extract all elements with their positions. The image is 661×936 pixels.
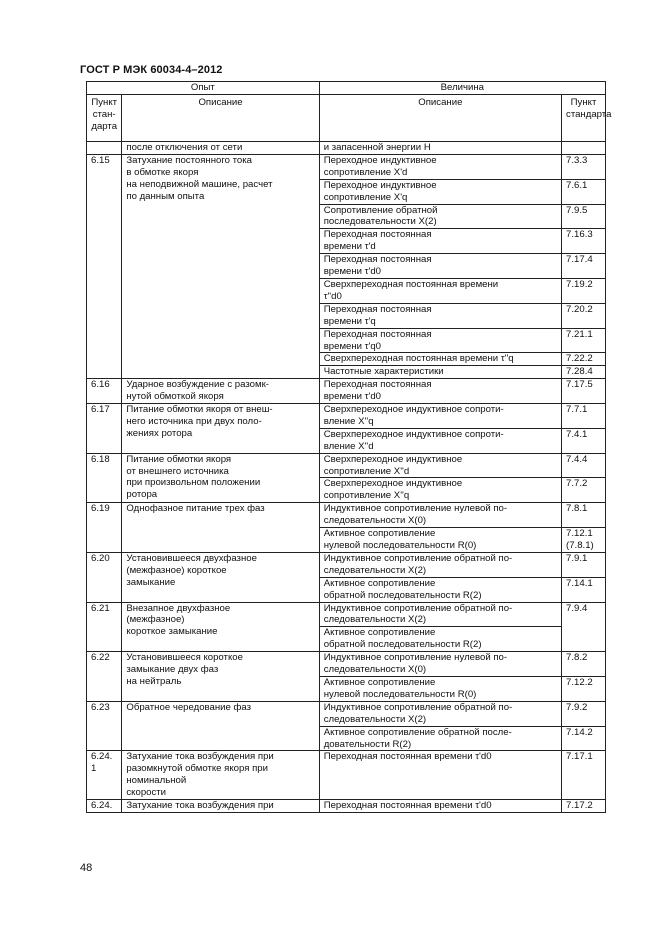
text-line: сопротивление X'q [323, 191, 408, 203]
quantity-description-cell [319, 353, 561, 366]
text-line: замыкание двух фаз [126, 664, 219, 676]
quantity-description-cell [319, 379, 561, 404]
quantity-description-cell [319, 303, 561, 328]
quantity-clause-cell [562, 602, 606, 652]
text-line: Затухание тока возбуждения при [126, 751, 274, 763]
experiment-description-cell [122, 602, 319, 652]
table-row [87, 652, 606, 677]
text-line: обратной последовательности R(2) [323, 589, 482, 601]
text-line: Внезапное двухфазное [126, 602, 231, 614]
text-line: последовательности X(2) [323, 216, 437, 228]
quantity-description-cell [319, 154, 561, 179]
text-line: 6.18 [91, 453, 110, 465]
text-line: Переходная постоянная времени τ'd0 [323, 800, 492, 812]
text-line: следовательности X(0) [323, 515, 427, 527]
text-line: Переходное индуктивное [323, 179, 437, 191]
text-line: сопротивление X'd [323, 166, 408, 178]
text-line: Ударное возбуждение с разомк- [126, 379, 269, 391]
table-row [87, 751, 606, 800]
clause-number-cell [87, 142, 122, 155]
quantity-clause-header: Пункт стандарта [562, 95, 606, 142]
text-line: ротора [126, 489, 158, 501]
text-line: короткое замыкание [126, 626, 218, 638]
text-line: 7.9.1 [566, 552, 588, 564]
text-line: него источника при двух поло- [126, 415, 262, 427]
text-line: Индуктивное сопротивление нулевой по- [323, 503, 508, 515]
quantity-description-cell [319, 552, 561, 577]
text-line: Сверхпереходное индуктивное [323, 453, 463, 465]
quantity-clause-cell [562, 254, 606, 279]
quantity-description-cell [319, 627, 561, 652]
quantity-description-cell [319, 602, 561, 627]
quantity-description-cell [319, 142, 561, 155]
text-line: 7.20.2 [566, 303, 593, 315]
text-line: 7.16.3 [566, 229, 593, 241]
table-row [87, 404, 606, 429]
text-line: 6.24. [91, 800, 113, 812]
quantity-description-cell [319, 676, 561, 701]
text-line: (7.8.1) [566, 540, 594, 551]
quantity-description-cell [319, 328, 561, 353]
text-line: Активное сопротивление обратной после- [323, 726, 512, 738]
experiment-description-cell [122, 701, 319, 751]
text-line: сопротивление X''d [323, 465, 410, 477]
text-line: 7.6.1 [566, 179, 588, 191]
text-line: Переходная постоянная [323, 328, 432, 340]
experiment-description-cell [122, 379, 319, 404]
experiment-description-cell [122, 503, 319, 553]
text-line: времени τ'd [323, 241, 376, 253]
text-line: 7.17.5 [566, 379, 593, 391]
text-line: 7.19.2 [566, 278, 593, 290]
quantity-clause-cell [562, 379, 606, 404]
text-line: Обратное чередование фаз [126, 701, 252, 713]
quantity-description-cell [319, 229, 561, 254]
text-line: по данным опыта [126, 190, 205, 202]
text-line: 7.9.2 [566, 701, 588, 713]
experiment-description-cell [122, 154, 319, 378]
quantity-description-cell [319, 404, 561, 429]
clause-number-cell [87, 379, 122, 404]
text-line: Установившееся короткое [126, 652, 243, 664]
text-line: следовательности X(0) [323, 664, 427, 676]
quantity-clause-cell [562, 577, 606, 602]
quantity-description-cell [319, 751, 561, 800]
text-line: Активное сопротивление [323, 676, 436, 688]
quantity-description-cell [319, 428, 561, 453]
text-line: и запасенной энергии H [323, 142, 431, 153]
text-line: следовательности X(2) [323, 564, 427, 576]
specification-table [86, 81, 612, 813]
quantity-clause-cell [562, 478, 606, 503]
experiment-description-cell [122, 404, 319, 454]
text-line: следовательности X(2) [323, 713, 427, 725]
text-line: Затухание постоянного тока [126, 154, 253, 166]
text-line: Питание обмотки якоря от внеш- [126, 404, 273, 416]
table-row [87, 142, 606, 155]
text-line: 6.16 [91, 379, 110, 391]
experiment-description-cell [122, 552, 319, 602]
text-line: 7.14.1 [566, 577, 593, 589]
quantity-header: Величина [319, 82, 605, 95]
text-line: Переходная постоянная [323, 254, 432, 266]
text-line: Сверхпереходная постоянная времени τ''q [323, 353, 514, 365]
clause-number-cell [87, 800, 122, 813]
table-row [87, 379, 606, 404]
text-line: (межфазное) короткое [126, 564, 227, 576]
quantity-description-cell [319, 800, 561, 813]
quantity-clause-cell [562, 229, 606, 254]
text-line: на неподвижной машине, расчет [126, 178, 273, 190]
text-line: Переходное индуктивное [323, 154, 437, 166]
text-line: 7.8.2 [566, 652, 588, 664]
text-line: довательности R(2) [323, 738, 412, 750]
text-line: Активное сопротивление [323, 627, 436, 639]
text-line: следовательности X(2) [323, 614, 427, 626]
table-row [87, 602, 606, 627]
table-row [87, 552, 606, 577]
text-line: 7.14.2 [566, 726, 593, 738]
text-line: Переходная постоянная времени τ'd0 [323, 751, 492, 763]
text-line: времени τ'd0 [323, 391, 382, 403]
text-line: Затухание тока возбуждения при [126, 800, 274, 812]
text-line: времени τ'q [323, 315, 376, 327]
text-line: сопротивление X''q [323, 490, 410, 502]
text-line: времени τ'd0 [323, 266, 382, 278]
clause-number-cell [87, 154, 122, 378]
quantity-description-cell [319, 528, 561, 553]
experiment-description-cell [122, 751, 319, 800]
quantity-clause-cell [562, 328, 606, 353]
text-line: при произвольном положении [126, 477, 261, 489]
quantity-clause-cell [562, 154, 606, 179]
text-line: Переходная постоянная [323, 229, 432, 241]
quantity-description-cell [319, 503, 561, 528]
text-line: в обмотке якоря [126, 166, 199, 178]
quantity-clause-cell [562, 701, 606, 726]
text-line: разомкнутой обмотке якоря при [126, 763, 268, 775]
text-line: 6.17 [91, 404, 110, 416]
text-line: вление X''d [323, 440, 374, 452]
quantity-clause-cell [562, 142, 606, 155]
text-line: вление X''q [323, 415, 374, 427]
text-line: Активное сопротивление [323, 528, 436, 540]
text-line: 6.22 [91, 652, 110, 664]
text-line: Питание обмотки якоря [126, 453, 232, 465]
experiment-description-cell [122, 800, 319, 813]
text-line: Переходная постоянная [323, 379, 432, 391]
text-line: 7.7.2 [566, 478, 588, 490]
clause-number-cell [87, 453, 122, 503]
quantity-clause-cell [562, 453, 606, 478]
quantity-description-header: Описание [319, 95, 561, 142]
quantity-clause-cell [562, 726, 606, 751]
text-line: Индуктивное сопротивление обратной по- [323, 602, 513, 614]
text-line: 6.20 [91, 552, 110, 564]
text-line: от внешнего источника [126, 465, 229, 477]
quantity-clause-cell [562, 800, 606, 813]
text-line: обратной последовательности R(2) [323, 639, 482, 651]
quantity-clause-cell [562, 278, 606, 303]
text-line: 7.3.3 [566, 154, 588, 166]
quantity-clause-cell [562, 528, 606, 553]
text-line: времени τ'q0 [323, 340, 382, 352]
quantity-description-cell [319, 577, 561, 602]
clause-header: Пункт стан-дарта [87, 95, 122, 142]
text-line: замыкание [126, 576, 176, 588]
table-row [87, 453, 606, 478]
text-line: 7.7.1 [566, 404, 588, 416]
clause-number-cell [87, 404, 122, 454]
text-line: (межфазное) [126, 614, 185, 626]
text-line: Активное сопротивление [323, 577, 436, 589]
clause-number-cell [87, 701, 122, 751]
text-line: 7.4.1 [566, 428, 588, 440]
quantity-clause-cell [562, 303, 606, 328]
quantity-description-cell [319, 478, 561, 503]
quantity-clause-cell [562, 652, 606, 677]
quantity-description-cell [319, 366, 561, 379]
text-line: Индуктивное сопротивление обратной по- [323, 701, 513, 713]
quantity-clause-cell [562, 204, 606, 229]
quantity-description-cell [319, 179, 561, 204]
text-line: нутой обмоткой якоря [126, 391, 224, 403]
text-line: τ''d0 [323, 290, 342, 302]
quantity-clause-cell [562, 366, 606, 379]
text-line: 6.21 [91, 602, 110, 614]
text-line: Установившееся двухфазное [126, 552, 257, 564]
quantity-description-cell [319, 652, 561, 677]
text-line: Сверхпереходное индуктивное [323, 478, 463, 490]
document-title: ГОСТ Р МЭК 60034-4–2012 [80, 64, 223, 76]
clause-number-cell [87, 503, 122, 553]
text-line: номинальной [126, 775, 187, 787]
text-line: Частотные характеристики [323, 366, 444, 378]
quantity-clause-cell [562, 552, 606, 577]
text-line: нулевой последовательности R(0) [323, 540, 477, 551]
quantity-clause-cell [562, 179, 606, 204]
text-line: 7.17.4 [566, 254, 593, 266]
text-line: на нейтраль [126, 675, 182, 687]
table-row [87, 701, 606, 726]
table-body [87, 142, 606, 813]
text-line: 6.15 [91, 154, 110, 166]
quantity-description-cell [319, 254, 561, 279]
text-line: 7.22.2 [566, 353, 593, 365]
quantity-description-cell [319, 278, 561, 303]
text-line: 7.28.4 [566, 366, 593, 378]
quantity-description-cell [319, 726, 561, 751]
text-line: жениях ротора [126, 427, 193, 439]
text-line: после отключения от сети [126, 142, 243, 153]
text-line: 7.17.1 [566, 751, 593, 763]
clause-number-cell [87, 602, 122, 652]
text-line: 6.19 [91, 503, 110, 515]
experiment-description-cell [122, 453, 319, 503]
text-line: 7.8.1 [566, 503, 588, 515]
text-line: Однофазное питание трех фаз [126, 503, 265, 515]
text-line: 1 [91, 763, 97, 775]
quantity-clause-cell [562, 428, 606, 453]
quantity-description-cell [319, 701, 561, 726]
text-line: нулевой последовательности R(0) [323, 688, 477, 700]
table-row [87, 503, 606, 528]
text-line: Переходная постоянная [323, 303, 432, 315]
text-line: 7.21.1 [566, 328, 593, 340]
quantity-clause-cell [562, 404, 606, 429]
clause-number-cell [87, 652, 122, 702]
text-line: 7.4.4 [566, 453, 588, 465]
text-line: 6.24. [91, 751, 113, 763]
text-line: Сопротивление обратной [323, 204, 438, 216]
text-line: Сверхпереходная постоянная времени [323, 278, 499, 290]
quantity-clause-cell [562, 676, 606, 701]
text-line: 7.9.4 [566, 602, 588, 614]
text-line: Сверхпереходное индуктивное сопроти- [323, 404, 504, 416]
page-number: 48 [80, 862, 93, 874]
experiment-header: Опыт [87, 82, 320, 95]
quantity-description-cell [319, 453, 561, 478]
text-line: 7.12.1 [566, 528, 593, 540]
text-line: Индуктивное сопротивление обратной по- [323, 552, 513, 564]
quantity-clause-cell [562, 751, 606, 800]
quantity-description-cell [319, 204, 561, 229]
text-line: 7.9.5 [566, 204, 588, 216]
clause-number-cell [87, 552, 122, 602]
clause-number-cell [87, 751, 122, 800]
quantity-clause-cell [562, 353, 606, 366]
text-line: 7.12.2 [566, 676, 593, 688]
text-line: Индуктивное сопротивление нулевой по- [323, 652, 508, 664]
quantity-clause-cell [562, 503, 606, 528]
experiment-description-cell [122, 142, 319, 155]
text-line: скорости [126, 787, 167, 799]
description-header: Описание [122, 95, 319, 142]
table-row [87, 800, 606, 813]
text-line: Сверхпереходное индуктивное сопроти- [323, 428, 504, 440]
experiment-description-cell [122, 652, 319, 702]
text-line: 6.23 [91, 701, 110, 713]
table-row [87, 154, 606, 179]
text-line: 7.17.2 [566, 800, 593, 812]
